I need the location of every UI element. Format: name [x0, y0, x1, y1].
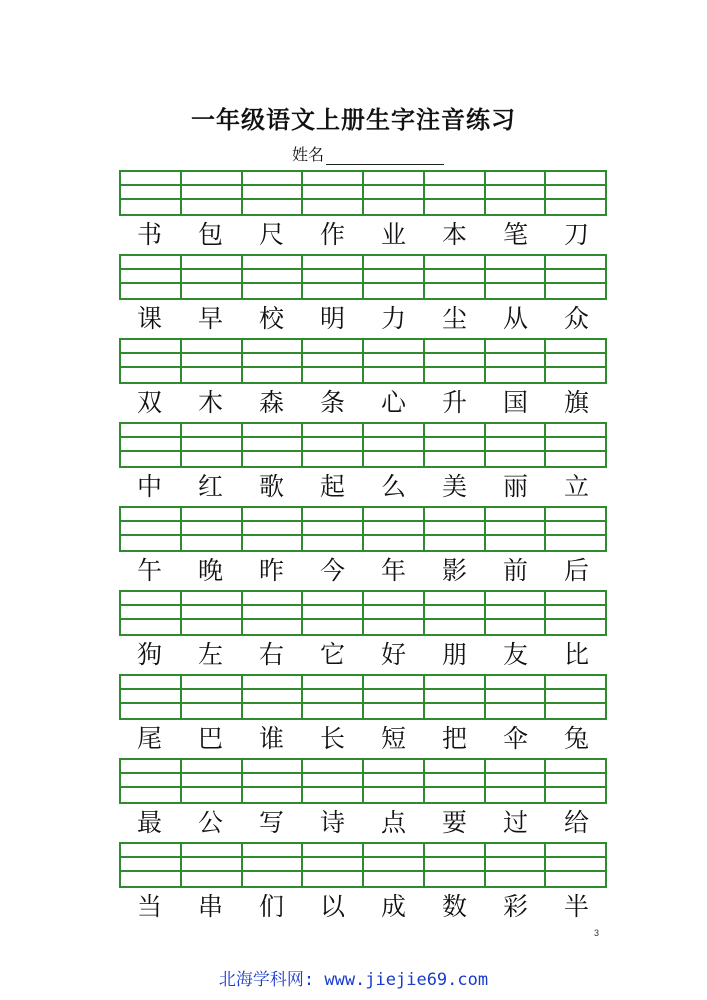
character: 当 [136, 892, 162, 921]
pinyin-cell[interactable] [364, 676, 425, 718]
pinyin-cell[interactable] [425, 172, 486, 214]
pinyin-cell[interactable] [121, 760, 182, 802]
pinyin-cell[interactable] [182, 424, 243, 466]
pinyin-cell[interactable] [486, 760, 547, 802]
pinyin-cell[interactable] [243, 676, 304, 718]
character: 早 [197, 304, 223, 333]
pinyin-cell[interactable] [425, 424, 486, 466]
pinyin-cell[interactable] [121, 508, 182, 550]
character: 条 [319, 388, 345, 417]
character: 众 [563, 304, 589, 333]
character: 业 [380, 220, 406, 249]
pinyin-cell[interactable] [546, 424, 605, 466]
practice-row [119, 674, 607, 758]
character: 年 [380, 556, 406, 585]
pinyin-cell[interactable] [243, 424, 304, 466]
character: 它 [319, 640, 345, 669]
character: 作 [319, 220, 345, 249]
pinyin-cell[interactable] [546, 508, 605, 550]
pinyin-grid [119, 842, 607, 888]
pinyin-cell[interactable] [182, 844, 243, 886]
pinyin-cell[interactable] [486, 424, 547, 466]
pinyin-cell[interactable] [243, 256, 304, 298]
pinyin-cell[interactable] [121, 592, 182, 634]
character: 从 [502, 304, 528, 333]
pinyin-grid [119, 506, 607, 552]
pinyin-cell[interactable] [243, 340, 304, 382]
pinyin-cell[interactable] [546, 256, 605, 298]
character: 半 [563, 892, 589, 921]
pinyin-cell[interactable] [243, 760, 304, 802]
pinyin-cell[interactable] [303, 844, 364, 886]
character: 双 [136, 388, 162, 417]
character: 前 [502, 556, 528, 585]
pinyin-cell[interactable] [364, 340, 425, 382]
practice-row [119, 338, 607, 422]
character: 晚 [197, 556, 223, 585]
character: 包 [197, 220, 223, 249]
character: 们 [258, 892, 284, 921]
pinyin-grid [119, 674, 607, 720]
character: 右 [258, 640, 284, 669]
character: 丽 [502, 472, 528, 501]
character: 尺 [258, 220, 284, 249]
character: 左 [197, 640, 223, 669]
pinyin-cell[interactable] [546, 844, 605, 886]
character: 昨 [258, 556, 284, 585]
character-row [119, 470, 607, 504]
pinyin-grid [119, 170, 607, 216]
character: 旗 [563, 388, 589, 417]
character: 长 [319, 724, 345, 753]
pinyin-cell[interactable] [546, 676, 605, 718]
character: 心 [380, 388, 406, 417]
practice-row [119, 842, 607, 926]
pinyin-cell[interactable] [364, 844, 425, 886]
pinyin-cell[interactable] [546, 172, 605, 214]
pinyin-cell[interactable] [425, 340, 486, 382]
name-field [292, 142, 444, 165]
practice-row [119, 170, 607, 254]
practice-row [119, 590, 607, 674]
pinyin-cell[interactable] [303, 760, 364, 802]
character-row [119, 554, 607, 588]
character: 写 [258, 808, 284, 837]
character: 谁 [258, 724, 284, 753]
pinyin-cell[interactable] [425, 760, 486, 802]
character: 笔 [502, 220, 528, 249]
character: 要 [441, 808, 467, 837]
character: 木 [197, 388, 223, 417]
character: 把 [441, 724, 467, 753]
pinyin-grid [119, 758, 607, 804]
character: 过 [502, 808, 528, 837]
character: 兔 [563, 724, 589, 753]
practice-row [119, 422, 607, 506]
page-title: 一年级语文上册生字注音练习 [191, 105, 516, 134]
pinyin-cell[interactable] [425, 844, 486, 886]
character: 串 [197, 892, 223, 921]
pinyin-cell[interactable] [121, 172, 182, 214]
character: 国 [502, 388, 528, 417]
pinyin-cell[interactable] [364, 424, 425, 466]
pinyin-cell[interactable] [303, 340, 364, 382]
character: 好 [380, 640, 406, 669]
character-row [119, 302, 607, 336]
character: 彩 [502, 892, 528, 921]
pinyin-cell[interactable] [303, 172, 364, 214]
practice-row [119, 254, 607, 338]
pinyin-cell[interactable] [243, 592, 304, 634]
pinyin-cell[interactable] [303, 256, 364, 298]
pinyin-cell[interactable] [546, 340, 605, 382]
pinyin-cell[interactable] [182, 760, 243, 802]
pinyin-cell[interactable] [303, 592, 364, 634]
character: 森 [258, 388, 284, 417]
character: 本 [441, 220, 467, 249]
pinyin-cell[interactable] [243, 844, 304, 886]
pinyin-cell[interactable] [486, 508, 547, 550]
pinyin-cell[interactable] [486, 172, 547, 214]
character-row [119, 890, 607, 924]
pinyin-cell[interactable] [121, 424, 182, 466]
pinyin-cell[interactable] [121, 676, 182, 718]
pinyin-cell[interactable] [546, 760, 605, 802]
practice-row [119, 506, 607, 590]
character-row [119, 386, 607, 420]
practice-row [119, 758, 607, 842]
character: 校 [258, 304, 284, 333]
name-label: 姓名 [292, 145, 325, 164]
character: 公 [197, 808, 223, 837]
character: 红 [197, 472, 223, 501]
pinyin-cell[interactable] [364, 172, 425, 214]
pinyin-cell[interactable] [364, 508, 425, 550]
character: 友 [502, 640, 528, 669]
character: 诗 [319, 808, 345, 837]
pinyin-cell[interactable] [182, 172, 243, 214]
pinyin-cell[interactable] [182, 256, 243, 298]
pinyin-grid [119, 590, 607, 636]
pinyin-cell[interactable] [486, 592, 547, 634]
character: 影 [441, 556, 467, 585]
pinyin-cell[interactable] [121, 340, 182, 382]
character: 歌 [258, 472, 284, 501]
pinyin-cell[interactable] [182, 340, 243, 382]
character: 数 [441, 892, 467, 921]
character: 比 [563, 640, 589, 669]
name-blank-line[interactable] [326, 148, 444, 165]
character: 午 [136, 556, 162, 585]
character: 升 [441, 388, 467, 417]
character: 朋 [441, 640, 467, 669]
character: 尾 [136, 724, 162, 753]
character: 起 [319, 472, 345, 501]
character-row [119, 218, 607, 252]
character: 力 [380, 304, 406, 333]
pinyin-cell[interactable] [303, 424, 364, 466]
character: 么 [380, 472, 406, 501]
character: 课 [136, 304, 162, 333]
character: 点 [380, 808, 406, 837]
pinyin-grid [119, 254, 607, 300]
pinyin-cell[interactable] [243, 172, 304, 214]
character: 美 [441, 472, 467, 501]
character-row [119, 806, 607, 840]
character: 刀 [563, 220, 589, 249]
page-number: 3 [594, 928, 600, 938]
pinyin-cell[interactable] [486, 340, 547, 382]
pinyin-cell[interactable] [486, 676, 547, 718]
character: 巴 [197, 724, 223, 753]
character: 中 [136, 472, 162, 501]
character: 明 [319, 304, 345, 333]
pinyin-cell[interactable] [546, 592, 605, 634]
character-row [119, 722, 607, 756]
pinyin-cell[interactable] [425, 676, 486, 718]
pinyin-grid [119, 338, 607, 384]
character: 狗 [136, 640, 162, 669]
pinyin-cell[interactable] [303, 676, 364, 718]
character: 短 [380, 724, 406, 753]
pinyin-cell[interactable] [364, 256, 425, 298]
character: 最 [136, 808, 162, 837]
pinyin-cell[interactable] [425, 256, 486, 298]
pinyin-cell[interactable] [182, 592, 243, 634]
character: 成 [380, 892, 406, 921]
pinyin-cell[interactable] [121, 256, 182, 298]
pinyin-cell[interactable] [425, 592, 486, 634]
footer-website[interactable]: 北海学科网: www.jiejie69.com [218, 970, 489, 990]
character: 书 [136, 220, 162, 249]
character: 以 [319, 892, 345, 921]
character: 今 [319, 556, 345, 585]
character: 伞 [502, 724, 528, 753]
pinyin-cell[interactable] [486, 844, 547, 886]
character-row [119, 638, 607, 672]
pinyin-cell[interactable] [182, 676, 243, 718]
pinyin-cell[interactable] [121, 844, 182, 886]
character: 后 [563, 556, 589, 585]
character: 尘 [441, 304, 467, 333]
pinyin-cell[interactable] [486, 256, 547, 298]
pinyin-grid [119, 422, 607, 468]
pinyin-cell[interactable] [364, 760, 425, 802]
practice-rows [119, 170, 607, 926]
pinyin-cell[interactable] [243, 508, 304, 550]
pinyin-cell[interactable] [425, 508, 486, 550]
pinyin-cell[interactable] [303, 508, 364, 550]
pinyin-cell[interactable] [182, 508, 243, 550]
character: 立 [563, 472, 589, 501]
character: 给 [563, 808, 589, 837]
pinyin-cell[interactable] [364, 592, 425, 634]
